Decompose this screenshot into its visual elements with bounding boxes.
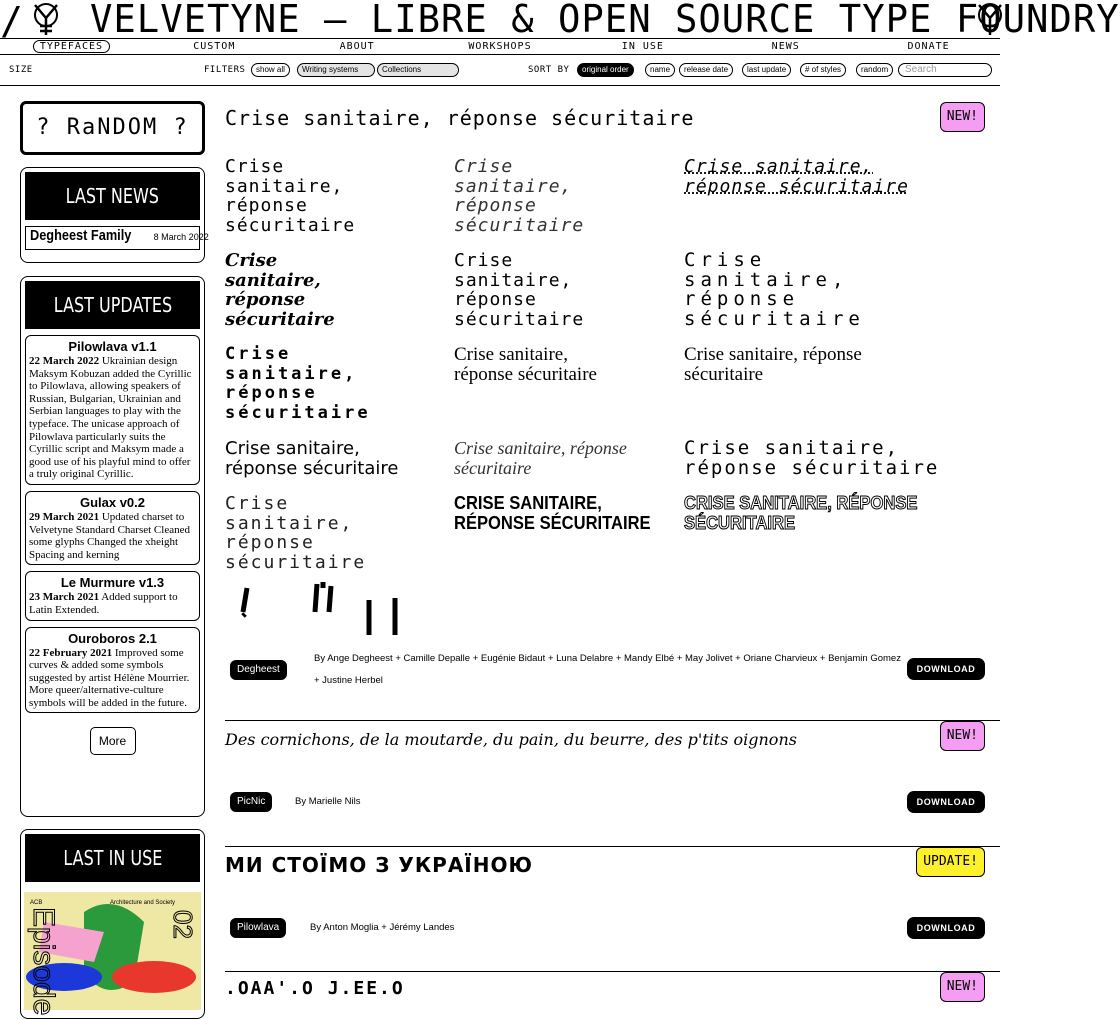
news-date: 8 March 2022 xyxy=(153,232,209,242)
in-use-poster[interactable] xyxy=(24,892,201,1016)
velvetyne-logo-icon[interactable] xyxy=(32,2,60,36)
glyph-fragments-icon xyxy=(235,580,405,640)
update-badge: UPDATE! xyxy=(916,847,985,877)
font-sample-title[interactable]: Crise sanitaire, réponse sécuritaire xyxy=(225,106,695,130)
filter-bar xyxy=(0,56,1000,86)
download-button[interactable]: DOWNLOAD xyxy=(907,917,985,939)
update-date: 22 March 2022 xyxy=(29,355,100,367)
style-sample[interactable]: Crise sanitaire, réponse sécuritaire xyxy=(684,437,940,479)
last-updates-box xyxy=(20,276,205,817)
new-badge: NEW! xyxy=(940,102,985,132)
filter-show-all[interactable]: show all xyxy=(251,63,290,77)
menu-about[interactable]: ABOUT xyxy=(339,41,375,52)
search-input[interactable]: Search xyxy=(898,63,992,77)
filter-collections[interactable]: Collections xyxy=(377,63,459,77)
more-updates-button[interactable]: More xyxy=(90,727,136,755)
menu-in-use[interactable]: IN USE xyxy=(621,41,664,52)
new-badge: NEW! xyxy=(940,721,985,751)
family-tag-pilowlava[interactable]: Pilowlava xyxy=(230,918,286,938)
style-sample[interactable]: Crise sanitaire, réponse sécuritaire xyxy=(454,250,585,330)
style-sample[interactable]: CRISE SANITAIRE, RÉPONSE SÉCURITAIRE xyxy=(454,493,651,533)
update-text: Updated charset to Velvetyne Standard Charset Cleaned some glyphs Changed the xheight Spacing and kerning xyxy=(29,510,190,561)
font-credits: By Ange Degheest + Camille Depalle + Eugénie Bidaut + Luna Delabre + Mandy Elbé + May Jolivet + Oriane Charvieux + Benjamin Gomez + Justine Herbel xyxy=(314,653,901,686)
poster-episode-text: Episode xyxy=(27,907,60,1016)
update-name[interactable]: Le Murmure v1.3 xyxy=(60,575,165,591)
download-button[interactable]: DOWNLOAD xyxy=(907,791,985,813)
random-button[interactable]: ? RaNDOM ? xyxy=(20,101,205,155)
velvetyne-logo-icon-right[interactable] xyxy=(976,2,1004,36)
poster-artwork xyxy=(24,892,201,1016)
update-text: Improved some curves & added some symbols suggested by artist Hélène Mourrier. More queer/alternative-culture symbols will be added in the future. xyxy=(29,646,190,709)
sort-name[interactable]: name xyxy=(645,63,675,77)
poster-number-text: 02 xyxy=(168,910,198,939)
update-name[interactable]: Pilowlava v1.1 xyxy=(68,339,157,354)
menu-news[interactable]: NEWS xyxy=(771,41,800,52)
update-text: Added support to Latin Extended. xyxy=(29,591,178,616)
sort-original-order[interactable]: original order xyxy=(577,63,634,77)
update-name[interactable]: Ouroboros 2.1 xyxy=(68,630,157,646)
sort-last-update[interactable]: last update xyxy=(742,63,791,77)
menu-donate[interactable]: DONATE xyxy=(907,41,950,52)
download-button[interactable]: DOWNLOAD xyxy=(907,658,985,680)
site-banner xyxy=(0,0,1120,43)
last-in-use-heading: LAST IN USE xyxy=(25,834,200,882)
style-sample[interactable]: Crise sanitaire, réponse sécuritaire xyxy=(225,156,356,236)
banner-edge-glyph: / xyxy=(0,0,23,43)
update-name[interactable]: Gulax v0.2 xyxy=(79,494,146,510)
style-sample[interactable]: Crise sanitaire, réponse sécuritaire xyxy=(684,249,865,330)
style-sample[interactable]: Crise sanitaire, réponse sécuritaire xyxy=(225,250,335,330)
new-badge: NEW! xyxy=(940,972,985,1002)
main-menu xyxy=(0,38,1000,55)
style-sample[interactable]: Crise sanitaire, réponse sécuritaire xyxy=(454,156,585,236)
sort-random[interactable]: random xyxy=(856,63,893,77)
update-date: 23 March 2021 xyxy=(29,591,100,604)
sort-release-date[interactable]: release date xyxy=(679,63,733,77)
style-sample[interactable]: Crise sanitaire, réponse sécuritaire xyxy=(225,438,399,479)
family-tag-degheest[interactable]: Degheest xyxy=(230,660,287,680)
font-card-next xyxy=(225,972,985,1000)
font-credits: By Marielle Nils xyxy=(295,796,361,807)
font-sample-title[interactable]: .OAA'.O J.EE.O xyxy=(225,978,405,999)
style-sample[interactable]: Crise sanitaire, réponse sécuritaire xyxy=(225,344,371,423)
font-credits: By Anton Moglia + Jérémy Landes xyxy=(310,922,455,933)
last-in-use-box xyxy=(20,829,205,1019)
style-sample[interactable]: Crise sanitaire, réponse sécuritaire xyxy=(225,493,367,573)
style-sample[interactable]: Crise sanitaire, réponse sécuritaire xyxy=(454,344,597,385)
last-news-heading: LAST NEWS xyxy=(25,172,200,220)
update-item[interactable] xyxy=(25,335,200,485)
poster-acb-text: ACB xyxy=(30,900,43,906)
font-sample-title[interactable]: МИ СТОЇМО З УКРАЇНОЮ xyxy=(225,853,533,877)
size-label[interactable]: SIZE xyxy=(9,65,33,75)
style-sample[interactable]: Crise sanitaire, réponse sécuritaire xyxy=(684,156,909,197)
style-sample[interactable]: Crise sanitaire, réponse sécuritaire xyxy=(454,438,627,478)
last-updates-heading: LAST UPDATES xyxy=(25,281,200,329)
style-sample[interactable]: CRISE SANITAIRE, RÉPONSE SÉCURITAIRE xyxy=(684,493,918,533)
font-card-picnic xyxy=(225,721,985,846)
family-tag-picnic[interactable]: PicNic xyxy=(230,792,272,812)
font-sample-title[interactable]: Des cornichons, de la moutarde, du pain, du beurre, des p'tits oignons xyxy=(225,730,797,749)
font-card-pilowlava xyxy=(225,847,985,971)
sort-label: SORT BY xyxy=(528,65,570,75)
site-title[interactable]: VELVETYNE – LIBRE & OPEN SOURCE TYPE FOUNDRY xyxy=(90,0,1120,41)
news-item[interactable] xyxy=(25,226,209,250)
menu-typefaces[interactable]: TYPEFACES xyxy=(0,39,143,54)
update-item[interactable] xyxy=(25,491,200,565)
update-date: 22 February 2021 xyxy=(29,646,113,659)
update-date: 29 March 2021 xyxy=(29,510,100,523)
menu-custom[interactable]: CUSTOM xyxy=(193,41,236,52)
font-card-degheest xyxy=(225,102,985,702)
menu-workshops[interactable]: WORKSHOPS xyxy=(468,41,532,52)
last-news-box xyxy=(20,167,209,263)
poster-subtitle-text: Architecture and Society xyxy=(110,900,176,906)
sort-styles-count[interactable]: # of styles xyxy=(800,63,846,77)
filters-label: FILTERS xyxy=(204,65,246,75)
update-item[interactable] xyxy=(25,571,200,620)
update-text: Ukrainian design Maksym Kobuzan added the Cyrillic to Pilowlava, allowing speakers of Russian, Bulgarian, Ukrainian and Serbian languages to play with the typeface. The unicase approach of Pilowlava particularly suits the Cyrillic script and Maksym made a good use of his playful mind to offer a truly original Cyrillic. xyxy=(29,355,192,481)
filter-writing-systems[interactable]: Writing systems xyxy=(297,63,375,77)
style-sample[interactable]: Crise sanitaire, réponse sécuritaire xyxy=(684,344,862,385)
update-item[interactable] xyxy=(25,627,200,714)
news-title[interactable]: Degheest Family xyxy=(30,227,132,244)
